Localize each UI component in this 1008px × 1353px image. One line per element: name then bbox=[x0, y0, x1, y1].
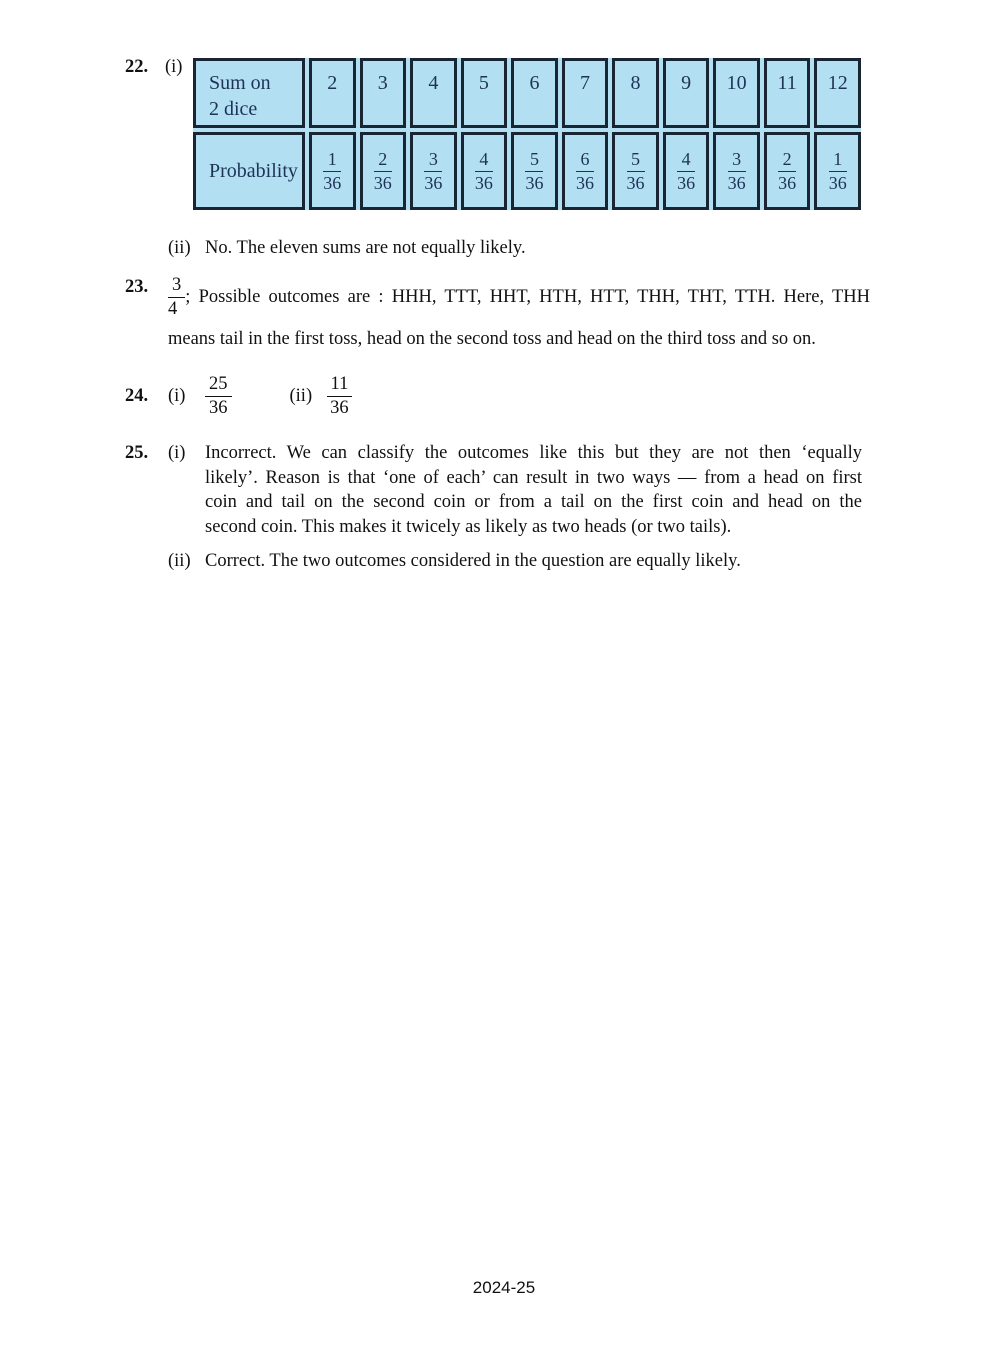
probability-fraction: $\frac{5}{36}$ bbox=[626, 148, 645, 193]
probability-fraction: $\frac{3}{36}$ bbox=[727, 148, 746, 193]
part-ii-label: (ii) bbox=[289, 386, 313, 406]
dice-table bbox=[193, 58, 861, 210]
probability-fraction: $\frac{4}{36}$ bbox=[474, 148, 493, 193]
probability-fraction: $\frac{2}{36}$ bbox=[778, 148, 797, 193]
table-header-probability: Probability bbox=[193, 132, 305, 210]
question-number: 22. bbox=[125, 57, 149, 77]
table-probability-cell bbox=[713, 132, 760, 210]
answer-text-lines bbox=[205, 441, 862, 539]
answer-line-1 bbox=[168, 275, 870, 320]
question-25-part-ii bbox=[125, 549, 1008, 574]
answer-line-4: second coin. This makes it twicely as likely as two heads (or two tails). bbox=[205, 516, 732, 537]
table-probability-cell bbox=[814, 132, 861, 210]
table-probability-cell bbox=[562, 132, 609, 210]
table-sum-cell: 8 bbox=[612, 58, 659, 128]
answer-line-1: Incorrect. We can classify the outcomes like this but they are not then ‘equally bbox=[205, 443, 862, 463]
table-sum-cell: 5 bbox=[461, 58, 508, 128]
question-23 bbox=[125, 275, 1008, 352]
question-number: 25. bbox=[125, 443, 149, 463]
table-header-sum: Sum on 2 dice bbox=[193, 58, 305, 128]
table-probability-cell bbox=[309, 132, 356, 210]
fraction-25-36: $\frac{25}{36}$ bbox=[205, 374, 232, 419]
probability-fraction: $\frac{6}{36}$ bbox=[575, 148, 594, 193]
probability-fraction: $\frac{2}{36}$ bbox=[373, 148, 392, 193]
question-24 bbox=[125, 374, 1008, 419]
fraction-three-fourths: $\frac{3}{4}$ bbox=[168, 275, 185, 320]
answer-text: Correct. The two outcomes considered in the question are equally likely. bbox=[205, 551, 741, 571]
question-number: 24. bbox=[125, 386, 149, 406]
table-probability-cell bbox=[410, 132, 457, 210]
table-sum-cell: 9 bbox=[663, 58, 710, 128]
separator: ; bbox=[185, 286, 191, 307]
answer-text: No. The eleven sums are not equally likely. bbox=[205, 238, 526, 258]
table-probability-cell bbox=[612, 132, 659, 210]
table-sum-cell: 7 bbox=[562, 58, 609, 128]
probability-fraction: $\frac{1}{36}$ bbox=[323, 148, 342, 193]
table-probability-cell bbox=[764, 132, 811, 210]
answer-text bbox=[168, 275, 870, 352]
question-25 bbox=[125, 441, 1008, 539]
table-probability-cell bbox=[360, 132, 407, 210]
table-sum-cell: 6 bbox=[511, 58, 558, 128]
table-sum-cell: 3 bbox=[360, 58, 407, 128]
probability-fraction: $\frac{4}{36}$ bbox=[677, 148, 696, 193]
table-probability-cell bbox=[511, 132, 558, 210]
answer-line-3: coin and tail on the second coin or from a tail on the first coin and head on the bbox=[205, 492, 862, 512]
part-ii-label: (ii) bbox=[168, 551, 191, 571]
page-footer: 2024-25 bbox=[472, 1278, 536, 1297]
probability-fraction: $\frac{3}{36}$ bbox=[424, 148, 443, 193]
part-i-label: (i) bbox=[165, 57, 183, 77]
table-sum-cell: 12 bbox=[814, 58, 861, 128]
part-i-label: (i) bbox=[168, 386, 186, 406]
probability-fraction: $\frac{1}{36}$ bbox=[828, 148, 847, 193]
table-sum-cell: 4 bbox=[410, 58, 457, 128]
part-ii-label: (ii) bbox=[168, 238, 191, 258]
table-sum-cell: 2 bbox=[309, 58, 356, 128]
fraction-11-36: $\frac{11}{36}$ bbox=[327, 374, 353, 419]
probability-fraction: $\frac{5}{36}$ bbox=[525, 148, 544, 193]
answer-line-1-text: Possible outcomes are : HHH, TTT, HHT, HTH, HTT, THH, THT, TTH. Here, THH bbox=[198, 286, 870, 307]
table-probability-cell bbox=[461, 132, 508, 210]
page-content bbox=[0, 0, 1008, 574]
answer-line-2: likely’. Reason is that ‘one of each’ can result in two ways — from a head on first bbox=[205, 467, 862, 488]
table-probability-cell bbox=[663, 132, 710, 210]
answer-line-2: means tail in the first toss, head on the second toss and head on the third toss and so on. bbox=[168, 329, 816, 349]
table-sum-cell: 11 bbox=[764, 58, 811, 128]
part-i-label: (i) bbox=[168, 443, 186, 463]
question-22-part-ii bbox=[125, 236, 1008, 261]
table-sum-cell: 10 bbox=[713, 58, 760, 128]
question-22 bbox=[125, 55, 1008, 210]
question-number: 23. bbox=[125, 277, 149, 297]
